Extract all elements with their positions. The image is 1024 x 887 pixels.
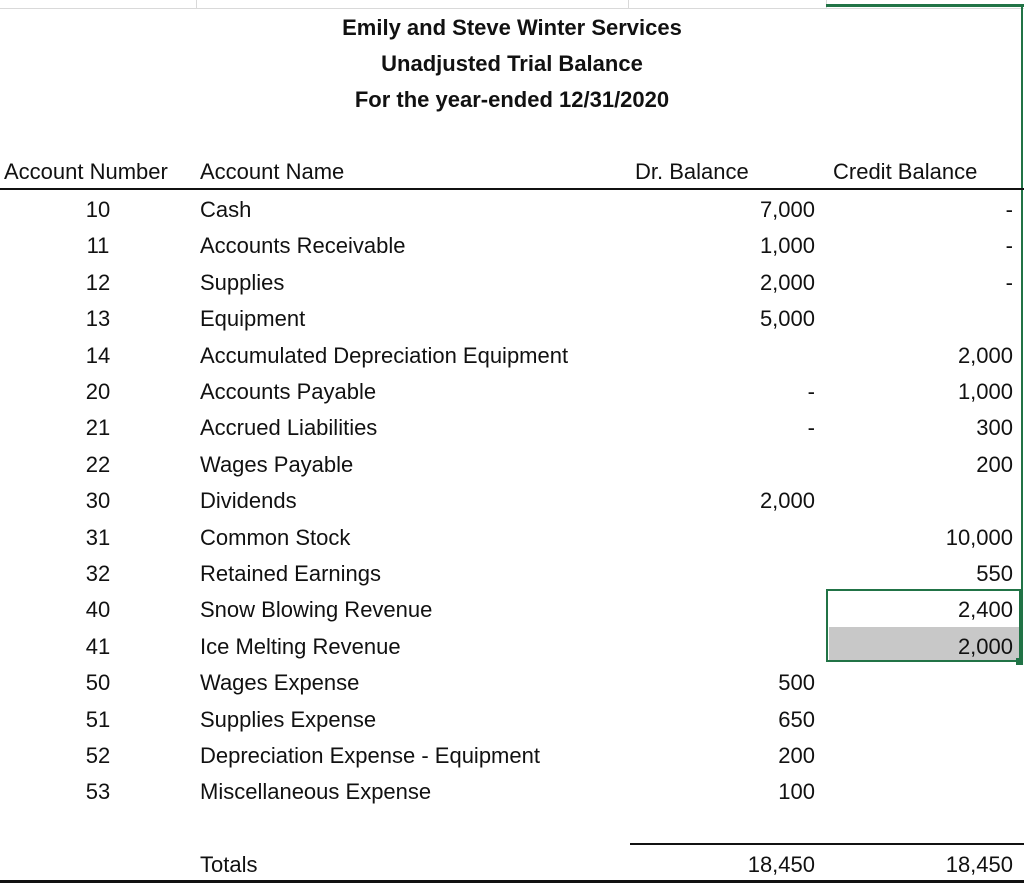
credit-balance-cell[interactable]: 1,000 [957,379,1013,404]
credit-balance-cell[interactable]: - [1005,233,1013,259]
credit-balance-cell[interactable]: 2,000 [957,633,1013,659]
account-name-cell[interactable]: Supplies Expense [200,706,377,732]
account-name-cell[interactable]: Accounts Receivable [200,233,406,259]
account-name-cell[interactable]: Common Stock [200,524,351,550]
table-row [0,555,1024,591]
account-number-cell[interactable]: 21 [85,415,111,441]
table-row [0,446,1024,482]
dr-balance-cell[interactable]: - [807,379,815,404]
dr-balance-cell[interactable]: 500 [778,670,815,696]
credit-balance-cell[interactable]: - [1005,269,1013,295]
table-row [0,300,1024,336]
account-number-cell[interactable]: 51 [85,706,111,732]
account-name-cell[interactable]: Snow Blowing Revenue [200,597,433,623]
credit-balance-cell[interactable]: - [1005,197,1013,222]
table-row [0,409,1024,445]
totals-row [0,846,1024,882]
column-divider [196,0,197,8]
account-name-cell[interactable]: Depreciation Expense - Equipment [200,743,540,768]
account-number-cell[interactable]: 52 [85,743,111,768]
report-period: For the year-ended 12/31/2020 [354,87,670,112]
account-name-cell[interactable]: Ice Melting Revenue [200,633,401,659]
table-row [0,482,1024,518]
table-row [0,628,1024,664]
account-name-cell[interactable]: Equipment [200,306,306,332]
header-dr-balance[interactable]: Dr. Balance [635,159,749,184]
table-row [0,664,1024,700]
credit-balance-cell[interactable]: 300 [976,415,1013,441]
account-name-cell[interactable]: Accumulated Depreciation Equipment [200,342,569,368]
table-row [0,701,1024,737]
column-divider [628,0,629,8]
dr-balance-cell[interactable]: 7,000 [759,197,815,222]
account-number-cell[interactable]: 11 [86,233,110,259]
dr-balance-cell[interactable]: 5,000 [759,306,815,332]
dr-balance-cell[interactable]: 1,000 [759,233,815,259]
table-row [0,191,1024,227]
double-underline [0,880,1024,883]
dr-balance-cell[interactable]: 100 [778,779,815,805]
dr-balance-cell[interactable]: 200 [778,743,815,768]
credit-balance-cell[interactable]: 200 [976,451,1013,477]
table-row [0,591,1024,627]
account-name-cell[interactable]: Miscellaneous Expense [200,779,432,805]
table-row [0,337,1024,373]
totals-debit[interactable]: 18,450 [747,852,815,877]
account-number-cell[interactable]: 22 [85,451,111,477]
account-name-cell[interactable]: Wages Payable [200,451,354,477]
account-number-cell[interactable]: 41 [85,633,111,659]
table-row [0,773,1024,809]
account-name-cell[interactable]: Wages Expense [200,670,360,696]
table-row [0,373,1024,409]
account-number-cell[interactable]: 14 [85,342,111,368]
credit-balance-cell[interactable]: 550 [976,561,1013,586]
account-name-cell[interactable]: Cash [200,197,252,222]
account-name-cell[interactable]: Retained Earnings [200,561,382,586]
account-number-cell[interactable]: 13 [85,306,111,332]
account-name-cell[interactable]: Supplies [200,269,285,295]
selection-column-marker [826,4,1024,7]
account-number-cell[interactable]: 53 [85,779,111,805]
credit-balance-cell[interactable]: 2,000 [957,342,1013,368]
header-underline [0,188,1024,190]
table-row [0,519,1024,555]
account-number-cell[interactable]: 12 [85,269,111,295]
header-account-number[interactable]: Account Number [4,159,168,184]
account-name-cell[interactable]: Accrued Liabilities [200,415,378,441]
header-account-name[interactable]: Account Name [200,159,345,184]
header-credit-balance[interactable]: Credit Balance [833,159,978,184]
account-number-cell[interactable]: 31 [85,524,111,550]
dr-balance-cell[interactable]: 2,000 [759,269,815,295]
dr-balance-cell[interactable]: - [807,415,815,441]
account-number-cell[interactable]: 50 [85,670,111,696]
account-number-cell[interactable]: 10 [85,197,111,222]
report-title: Unadjusted Trial Balance [381,51,643,76]
account-name-cell[interactable]: Accounts Payable [200,379,377,404]
account-number-cell[interactable]: 40 [85,597,111,623]
table-row [0,264,1024,300]
account-number-cell[interactable]: 20 [85,379,111,404]
table-row [0,227,1024,263]
totals-label[interactable]: Totals [200,852,258,877]
credit-balance-cell[interactable]: 10,000 [945,524,1013,550]
account-name-cell[interactable]: Dividends [200,488,297,514]
credit-balance-cell[interactable]: 2,400 [957,597,1013,623]
account-number-cell[interactable]: 32 [85,561,111,586]
account-number-cell[interactable]: 30 [85,488,111,514]
company-name: Emily and Steve Winter Services [342,15,682,40]
totals-credit[interactable]: 18,450 [945,852,1013,877]
totals-rule [630,843,1024,845]
dr-balance-cell[interactable]: 650 [778,706,815,732]
dr-balance-cell[interactable]: 2,000 [759,488,815,514]
table-row [0,737,1024,773]
